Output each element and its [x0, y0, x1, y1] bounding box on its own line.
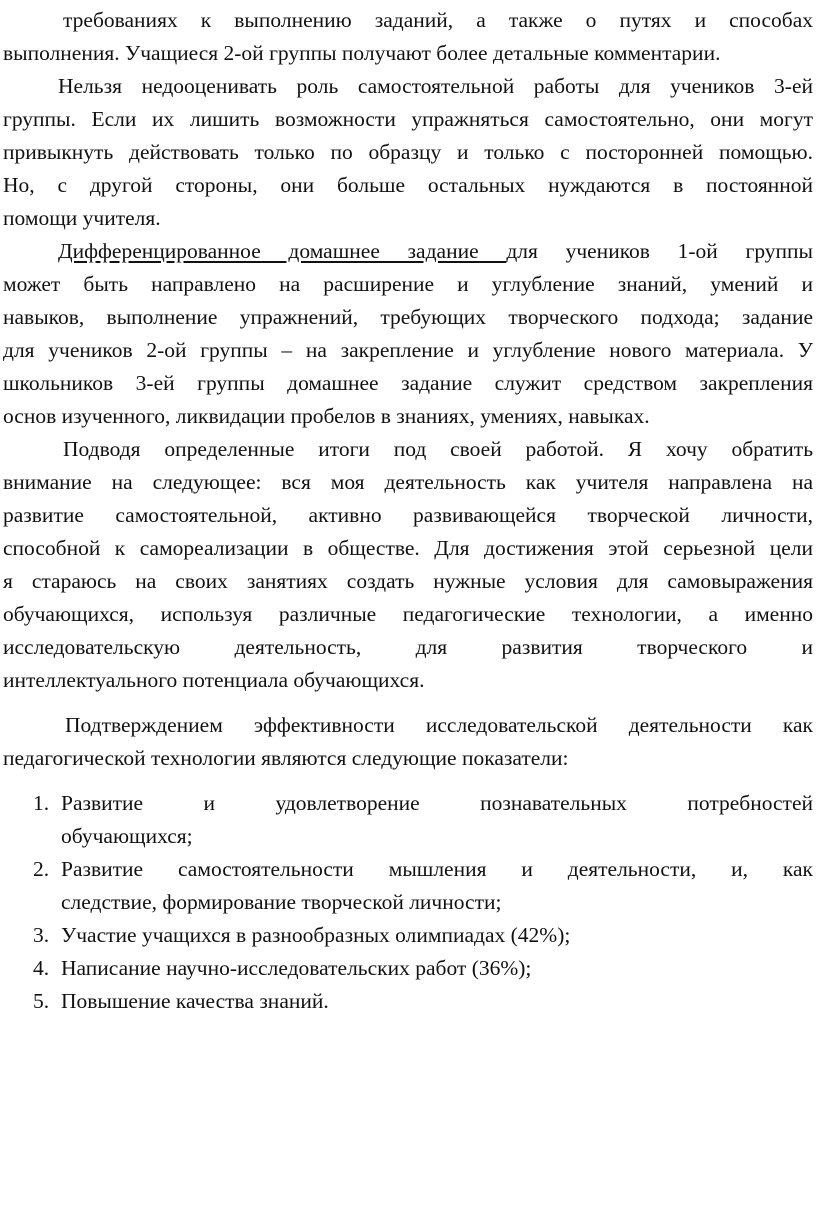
text-line: Нельзя недооценивать роль самостоятельной работы для учеников 3-ей	[58, 74, 813, 98]
text-line: основ изученного, ликвидации пробелов в знаниях, умениях, навыках.	[3, 404, 650, 428]
text-line: может быть направлено на расширение и углубление знаний, умений и	[3, 272, 813, 296]
text-line: Написание научно-исследовательских работ (36%);	[61, 956, 532, 980]
text-line: Повышение качества знаний.	[61, 989, 329, 1013]
text-line: помощи учителя.	[3, 206, 161, 230]
list-number: 3.	[33, 923, 50, 947]
text-line: навыков, выполнение упражнений, требующих творческого подхода; задание	[3, 305, 813, 329]
text-line: способной к самореализации в обществе. Для достижения этой серьезной цели	[3, 536, 813, 560]
text-line	[3, 235, 813, 268]
text-line: Развитие и удовлетворение познавательных потребностей	[61, 791, 813, 815]
text-line: развитие самостоятельной, активно развивающейся творческой личности,	[3, 503, 813, 527]
text-line: педагогической технологии являются следующие показатели:	[3, 746, 569, 770]
text-line: внимание на следующее: вся моя деятельность как учителя направлена на	[3, 470, 813, 494]
indicators-list	[3, 787, 813, 1018]
text-line: школьников 3-ей группы домашнее задание служит средством закрепления	[3, 371, 813, 395]
text-line: Но, с другой стороны, они больше остальных нуждаются в постоянной	[3, 173, 813, 197]
text-line: для учеников 2-ой группы – на закрепление и углубление нового материала. У	[3, 338, 813, 362]
paragraph-spacer	[3, 775, 813, 787]
paragraph-3	[3, 235, 813, 433]
text-line: обучающихся;	[61, 824, 193, 848]
list-item	[3, 985, 813, 1018]
text-line: исследовательскую деятельность, для развития творческого и	[3, 635, 813, 659]
list-number: 2.	[33, 857, 50, 881]
list-item	[3, 919, 813, 952]
list-item	[3, 952, 813, 985]
list-item	[3, 787, 813, 853]
paragraph-1	[3, 4, 813, 70]
text-line: интеллектуального потенциала обучающихся.	[3, 668, 425, 692]
text-line: требованиях к выполнению заданий, а также о путях и способах	[63, 8, 813, 32]
list-number: 4.	[33, 956, 50, 980]
list-number: 1.	[33, 791, 50, 815]
paragraph-5	[3, 709, 813, 775]
text-line: следствие, формирование творческой личности;	[61, 890, 502, 914]
text-line: группы. Если их лишить возможности упражняться самостоятельно, они могут	[3, 107, 813, 131]
text-line: привыкнуть действовать только по образцу и только с посторонней помощью.	[3, 140, 813, 164]
paragraph-4	[3, 433, 813, 697]
text-line: обучающихся, используя различные педагогические технологии, а именно	[3, 602, 813, 626]
underlined-phrase: Дифференцированное домашнее задание	[58, 239, 507, 263]
text-fragment: для учеников 1-ой группы	[506, 239, 813, 263]
text-line: Развитие самостоятельности мышления и деятельности, и, как	[61, 857, 813, 881]
text-line: я стараюсь на своих занятиях создать нужные условия для самовыражения	[3, 569, 813, 593]
text-line: выполнения. Учащиеся 2-ой группы получают более детальные комментарии.	[3, 41, 721, 65]
list-item	[3, 853, 813, 919]
paragraph-2	[3, 70, 813, 235]
list-number: 5.	[33, 989, 50, 1013]
text-line: Подтверждением эффективности исследовательской деятельности как	[65, 713, 813, 737]
paragraph-spacer	[3, 697, 813, 709]
text-line: Участие учащихся в разнообразных олимпиадах (42%);	[61, 923, 571, 947]
text-line: Подводя определенные итоги под своей работой. Я хочу обратить	[63, 437, 813, 461]
